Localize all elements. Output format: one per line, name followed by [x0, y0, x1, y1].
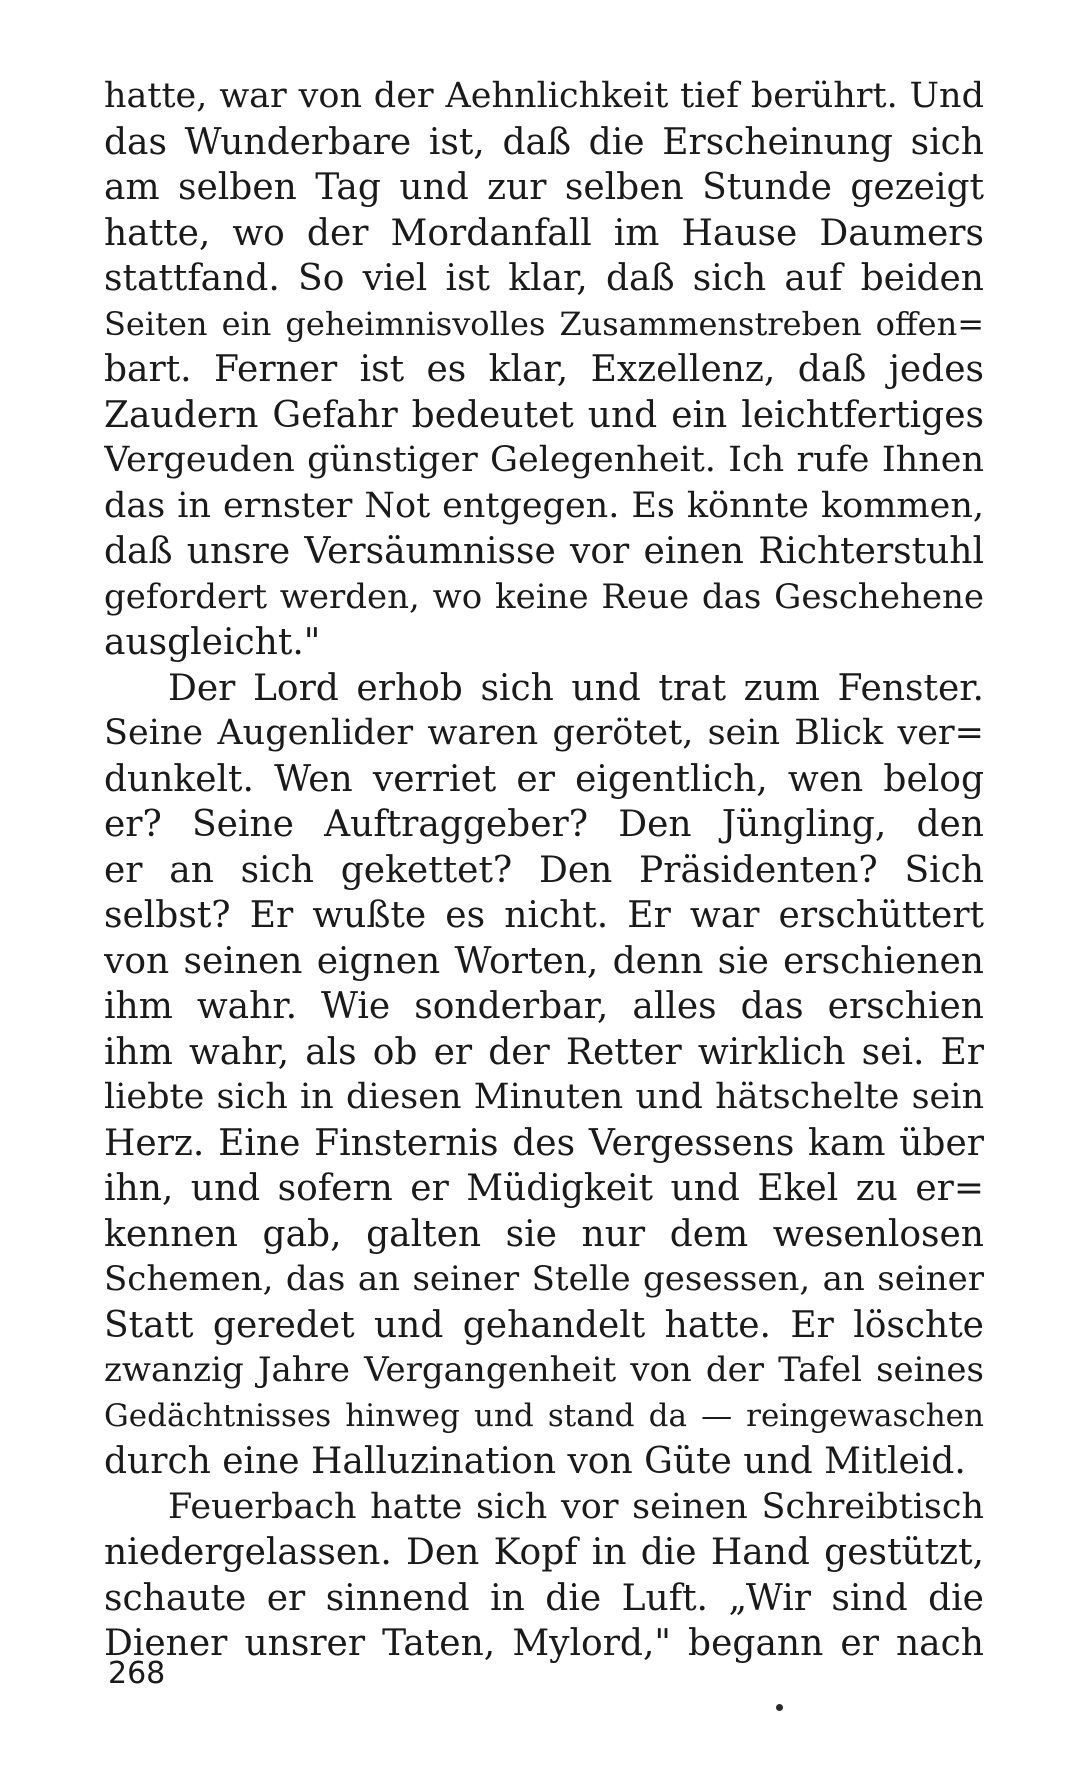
text-line: hatte, wo der Mordanfall im Hause Daumers [104, 212, 984, 254]
text-line: Vergeuden günstiger Gelegenheit. Ich rufe Ihnen [104, 440, 984, 480]
text-line: ihm wahr. Wie sonderbar, alles das erschien [104, 986, 984, 1027]
text-line: ihn, und sofern er Müdigkeit und Ekel zu er= [104, 1168, 984, 1209]
text-line: hatte, war von der Aehnlichkeit tief berührt. Und [104, 76, 984, 116]
text-line: niedergelassen. Den Kopf in die Hand gestützt, [104, 1532, 984, 1573]
text-line: Statt geredet und gehandelt hatte. Er löschte [104, 1304, 984, 1346]
text-line: durch eine Halluzination von Güte und Mitleid. [104, 1441, 966, 1482]
text-line: am selben Tag und zur selben Stunde gezeigt [104, 167, 984, 208]
text-line: er? Seine Auftraggeber? Den Jüngling, den [104, 804, 984, 845]
text-line: ausgleicht." [104, 622, 321, 663]
paragraph [104, 74, 984, 666]
text-line: Der Lord erhob sich und trat zum Fenster. [168, 667, 984, 709]
text-line: Zaudern Gefahr bedeutet und ein leichtfertiges [104, 394, 984, 436]
text-line: ihm wahr, als ob er der Retter wirklich sei. Er [104, 1031, 984, 1073]
text-line: Seiten ein geheimnisvolles Zusammenstreben offen= [104, 304, 984, 343]
text-line: er an sich gekettet? Den Präsidenten? Sich [104, 849, 984, 891]
text-line: kennen gab, galten sie nur dem wesenlosen [104, 1213, 984, 1255]
text-line: Diener unsrer Taten, Mylord," begann er nach [104, 1623, 984, 1664]
text-line: schaute er sinnend in die Luft. „Wir sind die [104, 1577, 984, 1619]
text-line: das in ernster Not entgegen. Es könnte kommen, [104, 485, 984, 526]
text-line: selbst? Er wußte es nicht. Er war erschüttert [104, 895, 984, 936]
text-line: das Wunderbare ist, daß die Erscheinung sich [104, 121, 984, 163]
text-line: Herz. Eine Finsternis des Vergessens kam über [104, 1122, 984, 1164]
paper-speck [776, 1704, 783, 1711]
text-line: dunkelt. Wen verriet er eigentlich, wen belog [104, 758, 984, 800]
text-line: liebte sich in diesen Minuten und hätschelte sein [104, 1077, 984, 1117]
text-line: gefordert werden, wo keine Reue das Geschehene [104, 576, 984, 617]
text-line: Feuerbach hatte sich vor seinen Schreibtisch [168, 1486, 984, 1527]
text-line: Schemen, das an seiner Stelle gesessen, an seiner [104, 1259, 984, 1299]
text-line: bart. Ferner ist es klar, Exzellenz, daß jedes [104, 349, 984, 390]
text-line: stattfand. So viel ist klar, daß sich auf beiden [104, 258, 984, 299]
body-text [104, 74, 984, 1667]
text-line: Gedächtnisses hinweg und stand da — reingewaschen [104, 1397, 984, 1434]
text-line: zwanzig Jahre Vergangenheit von der Tafel seines [104, 1350, 984, 1390]
text-line: von seinen eignen Worten, denn sie erschienen [104, 940, 984, 982]
text-line: Seine Augenlider waren gerötet, sein Blick ver= [104, 713, 984, 753]
text-line: daß unsre Versäumnisse vor einen Richterstuhl [104, 531, 984, 572]
paragraph [104, 666, 984, 1485]
page-number: 268 [108, 1656, 166, 1691]
paragraph [104, 1485, 984, 1667]
